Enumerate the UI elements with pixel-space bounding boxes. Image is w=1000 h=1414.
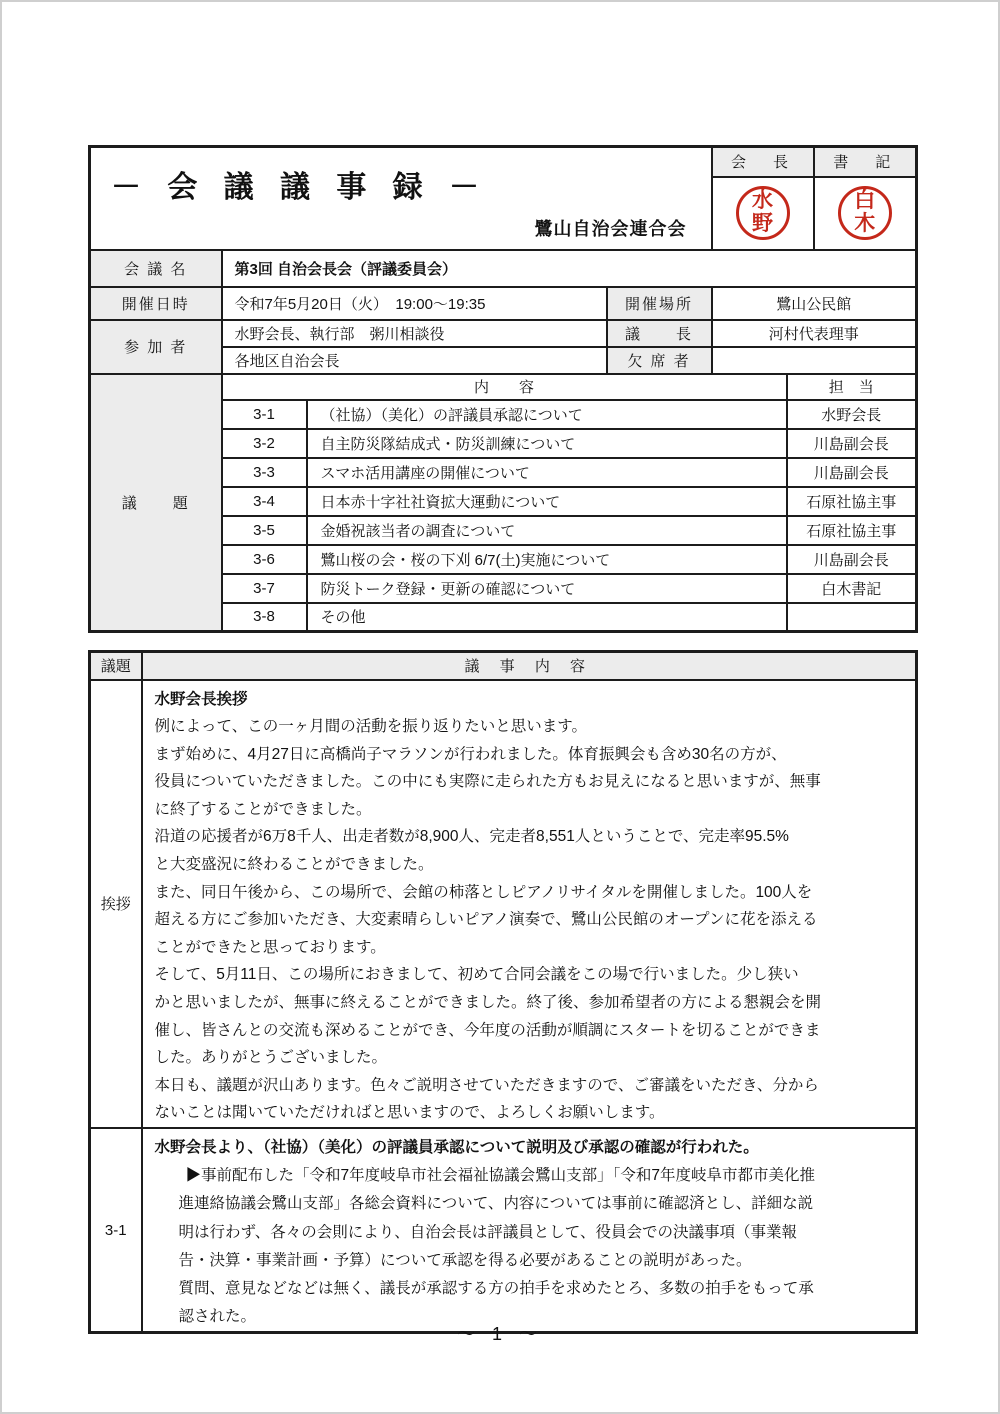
chair-value: 河村代表理事: [712, 320, 917, 347]
agenda-item-content: 鷺山桜の会・桜の下刈 6/7(土)実施について: [307, 545, 787, 574]
agenda-item-content: （社協）（美化）の評議員承認について: [307, 400, 787, 429]
item-line: ▶事前配布した「令和7年度岐阜市社会福祉協議会鷺山支部」「令和7年度岐阜市都市美化推: [185, 1167, 815, 1185]
agenda-item-charge: 水野会長: [787, 400, 917, 429]
secretary-sign-label: 書 記: [814, 147, 917, 177]
agenda-item-no: 3-6: [222, 545, 307, 574]
minutes-row-aisatsu: [90, 680, 917, 1129]
minutes-topic-header: 議題: [90, 652, 142, 680]
agenda-item-content: その他: [307, 603, 787, 632]
speech-line: そして、5月11日、この場所におきまして、初めて合同会議をこの場で行いました。少し狭い: [154, 966, 799, 984]
speech-line: した。ありがとうございました。: [154, 1049, 388, 1067]
agenda-item-charge: 石原社協主事: [787, 516, 917, 545]
speech-line: に終了することができました。: [154, 800, 372, 818]
minutes-row-content: [142, 1128, 917, 1333]
page-number: ～ 1 ～: [456, 1324, 543, 1344]
organization-name: 鷺山自治会連合会: [534, 218, 687, 239]
agenda-item-content: スマホ活用講座の開催について: [307, 458, 787, 487]
agenda-item-no: 3-1: [222, 400, 307, 429]
agenda-item-content: 自主防災隊結成式・防災訓練について: [307, 429, 787, 458]
secretary-hanko-seal-icon: [838, 186, 892, 240]
speech-line: 催し、皆さんとの交流も深めることができ、今年度の活動が順調にスタートを切ることができま: [154, 1021, 821, 1039]
agenda-item-charge: 石原社協主事: [787, 487, 917, 516]
speech-line: と大変盛況に終わることができました。: [154, 856, 434, 874]
secretary-seal-text: 白木: [854, 189, 876, 235]
speech-line: まず始めに、4月27日に高橋尚子マラソンが行われました。体育振興会も含め30名の方が、: [154, 745, 787, 763]
agenda-item-no: 3-7: [222, 574, 307, 603]
agenda-section-label: 議 題: [90, 374, 222, 632]
meeting-name-value: 第3回 自治会長会（評議委員会）: [222, 250, 917, 287]
minutes-row-label: 3-1: [90, 1128, 142, 1333]
speech-line: 本日も、議題が沢山あります。色々ご説明させていただきますので、ご審議をいただき、分から: [154, 1076, 819, 1094]
speech-heading: 水野会長挨拶: [154, 690, 248, 708]
chair-label: 議 長: [607, 320, 712, 347]
item-line: 認された。: [178, 1308, 257, 1326]
agenda-item-no: 3-3: [222, 458, 307, 487]
agenda-item-no: 3-4: [222, 487, 307, 516]
agenda-item-no: 3-8: [222, 603, 307, 632]
participants-row1: 水野会長、執行部 粥川相談役: [222, 320, 607, 347]
datetime-label: 開催日時: [90, 287, 222, 320]
minutes-row-label: 挨拶: [90, 680, 142, 1129]
item-detail-block: [179, 1162, 908, 1331]
minutes-row-content: [142, 680, 917, 1129]
document-title: － 会 議 議 事 録 －: [111, 171, 489, 204]
item-line: 進連絡協議会鷺山支部」各総会資料について、内容については事前に確認済とし、詳細な説: [178, 1195, 814, 1213]
datetime-value: 令和7年5月20日（火） 19:00～19:35: [222, 287, 607, 320]
item-line: 質問、意見などなどは無く、議長が承認する方の拍手を求めたとろ、多数の拍手をもって承: [178, 1280, 814, 1298]
agenda-item-no: 3-2: [222, 429, 307, 458]
item-line: 告・決算・事業計画・予算）について承認を得る必要があることの説明があった。: [178, 1251, 752, 1269]
minutes-row-item31: [90, 1128, 917, 1333]
participants-row2: 各地区自治会長: [222, 347, 607, 374]
item-heading: 水野会長より、（社協）（美化）の評議員承認について説明及び承認の確認が行われた。: [154, 1139, 759, 1156]
chairman-seal-cell: [712, 177, 814, 250]
minutes-body-table: [88, 650, 918, 1334]
speech-line: また、同日午後から、この場所で、会館の柿落としピアノリサイタルを開催しました。100人を: [154, 883, 813, 901]
agenda-content-header: 内 容: [222, 374, 787, 400]
absent-label: 欠 席 者: [607, 347, 712, 374]
agenda-item-charge: 川島副会長: [787, 545, 917, 574]
agenda-item-charge: 白木書記: [787, 574, 917, 603]
speech-line: ことができたと思っております。: [154, 938, 386, 956]
secretary-seal-cell: [814, 177, 917, 250]
meeting-name-label: 会 議 名: [90, 250, 222, 287]
chairman-seal-text: 水野: [752, 189, 774, 235]
participants-label: 参 加 者: [90, 320, 222, 374]
item-line: 明は行わず、各々の会則により、自治会長は評議員として、役員会での決議事項（事業報: [178, 1223, 797, 1241]
chairman-sign-label: 会 長: [712, 147, 814, 177]
speech-line: 役員についていただきました。この中にも実際に走られた方もお見えになると思いますが、無事: [154, 773, 821, 791]
agenda-item-content: 防災トーク登録・更新の確認について: [307, 574, 787, 603]
agenda-charge-header: 担 当: [787, 374, 917, 400]
absent-value: [712, 347, 917, 374]
agenda-item-charge: 川島副会長: [787, 429, 917, 458]
place-label: 開催場所: [607, 287, 712, 320]
agenda-item-charge: [787, 603, 917, 632]
agenda-item-no: 3-5: [222, 516, 307, 545]
speech-line: 沿道の応援者が6万8千人、出走者数が8,900人、完走者8,551人ということで、完走率95.5%: [154, 828, 789, 846]
agenda-item-content: 金婚祝該当者の調査について: [307, 516, 787, 545]
document-title-cell: [90, 147, 712, 250]
speech-line: 例によって、この一ヶ月間の活動を振り返りたいと思います。: [154, 718, 587, 736]
chairman-hanko-seal-icon: [736, 186, 790, 240]
minutes-content-header: 議 事 内 容: [142, 652, 917, 680]
speech-line: かと思いましたが、無事に終えることができました。終了後、参加希望者の方による懇親会を開: [154, 994, 822, 1012]
speech-line: 超える方にご参加いただき、大変素晴らしいピアノ演奏で、鷺山公民館のオープンに花を添える: [154, 911, 818, 929]
agenda-item-content: 日本赤十字社社資拡大運動について: [307, 487, 787, 516]
minutes-header-table: [88, 145, 918, 633]
place-value: 鷺山公民館: [712, 287, 917, 320]
agenda-item-charge: 川島副会長: [787, 458, 917, 487]
speech-line: ないことは聞いていただければと思いますので、よろしくお願いします。: [154, 1104, 665, 1122]
